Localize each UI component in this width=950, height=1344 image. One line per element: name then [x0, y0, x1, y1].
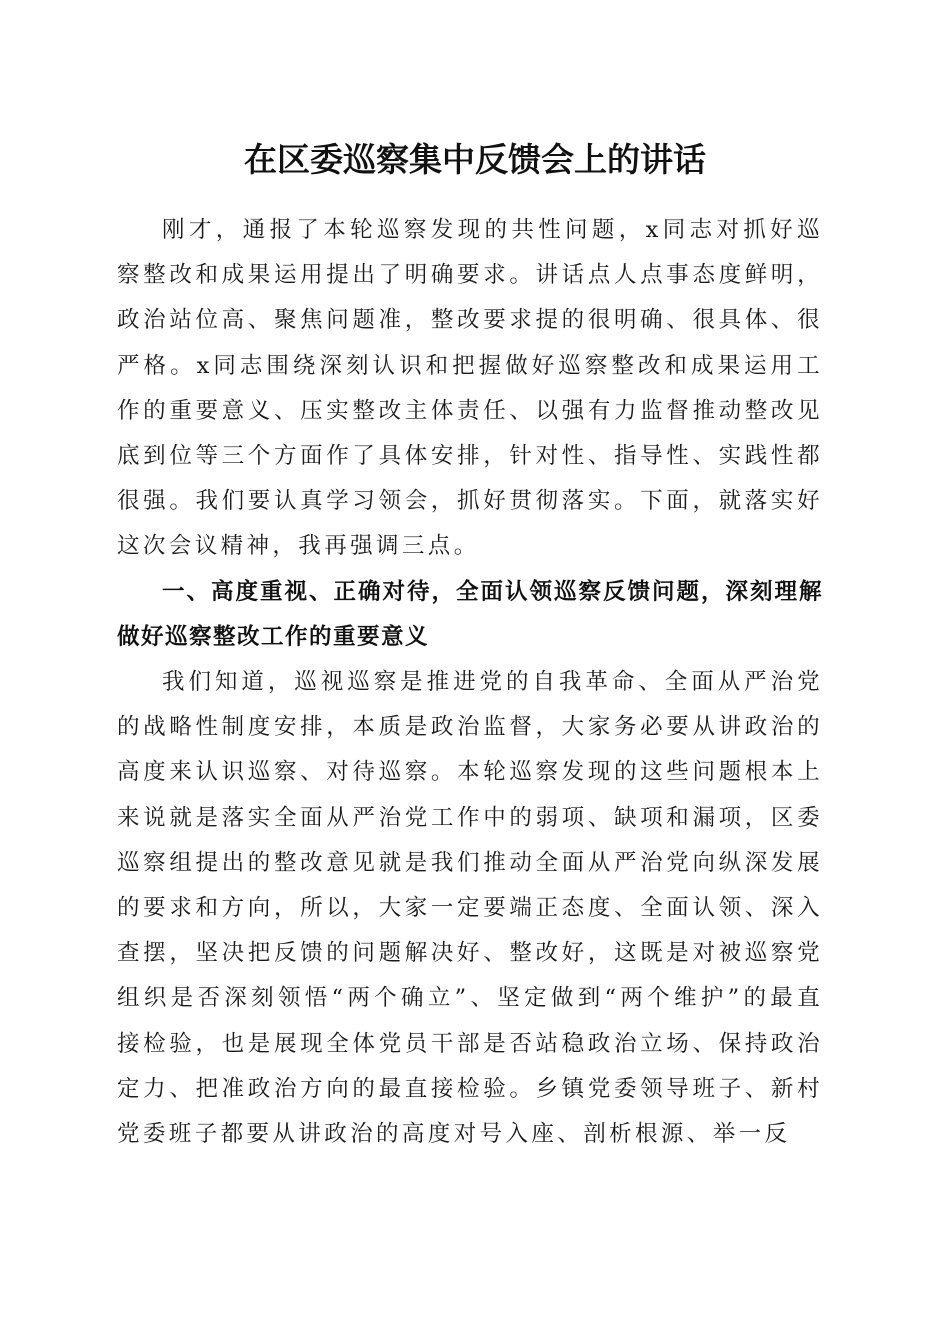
paragraph-section-1: 我们知道，巡视巡察是推进党的自我革命、全面从严治党的战略性制度安排，本质是政治监督，大家务必要从讲政治的高度来认识巡察、对待巡察。本轮巡察发现的这些问题根本上来说就是落实全面从严治党工作中的弱项、缺项和漏项，区委巡察组提出的整改意见就是我们推动全面从严治党向纵深发展的要求和方向，所以，大家一定要端正态度、全面认领、深入查摆，坚决把反馈的问题解决好、整改好，这既是对被巡察党组织是否深刻领悟“两个确立”、坚定做到“两个维护”的最直接检验，也是展现全体党员干部是否站稳政治立场、保持政治定力、把准政治方向的最直接检验。乡镇党委领导班子、新村党委班子都要从讲政治的高度对号入座、剖析根源、举一反 [117, 669, 823, 1148]
paragraph-intro: 刚才，通报了本轮巡察发现的共性问题，x同志对抓好巡察整改和成果运用提出了明确要求。讲话点人点事态度鲜明，政治站位高、聚焦问题准，整改要求提的很明确、很具体、很严格。x同志围绕深刻认识和把握做好巡察整改和成果运用工作的重要意义、压实整改主体责任、以强有力监督推动整改见底到位等三个方面作了具体安排，针对性、指导性、实践性都很强。我们要认真学习领会，抓好贯彻落实。下面，就落实好这次会议精神，我再强调三点。 [117, 217, 823, 560]
document-title: 在区委巡察集中反馈会上的讲话 [244, 140, 706, 179]
section-heading-1: 一、高度重视、正确对待，全面认领巡察反馈问题，深刻理解做好巡察整改工作的重要意义 [117, 578, 823, 650]
document-body [117, 208, 823, 1157]
